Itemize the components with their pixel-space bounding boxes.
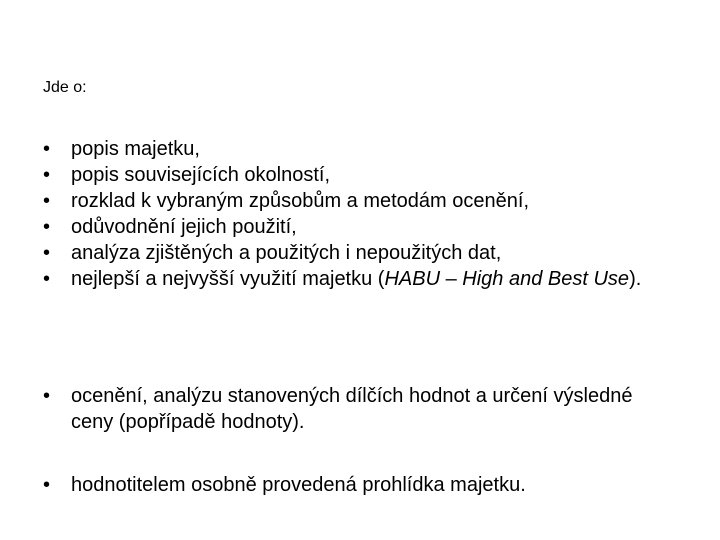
bullet-list-main	[43, 136, 671, 292]
list-item-text: analýza zjištěných a použitých i nepoužitých dat,	[71, 242, 502, 264]
bullet-icon: •	[43, 164, 51, 186]
list-item	[43, 266, 671, 292]
bullet-icon: •	[43, 474, 51, 496]
bullet-icon: •	[43, 138, 51, 160]
bullet-icon: •	[43, 216, 51, 238]
habu-prefix: nejlepší a nejvyšší využití majetku (	[71, 268, 385, 290]
list-item-text-habu	[71, 266, 671, 292]
bullet-list-valuation	[43, 383, 671, 435]
list-item-text: odůvodnění jejich použití,	[71, 216, 297, 238]
list-item-text: popis majetku,	[71, 138, 200, 160]
list-item	[43, 136, 671, 162]
list-item	[43, 383, 671, 435]
list-item	[43, 240, 671, 266]
list-item-text: hodnotitelem osobně provedená prohlídka majetku.	[71, 474, 526, 496]
list-item	[43, 214, 671, 240]
list-item	[43, 472, 671, 498]
bullet-icon: •	[43, 190, 51, 212]
habu-dash: –	[440, 268, 463, 290]
bullet-icon: •	[43, 385, 51, 407]
bullet-icon: •	[43, 242, 51, 264]
habu-suffix: ).	[629, 268, 642, 290]
bullet-icon: •	[43, 268, 51, 290]
list-item-text: rozklad k vybraným způsobům a metodám ocenění,	[71, 190, 529, 212]
list-item	[43, 188, 671, 214]
list-item-text: ocenění, analýzu stanovených dílčích hodnot a určení výsledné ceny (popřípadě hodnoty).	[71, 385, 633, 433]
habu-full-name: High and Best Use	[462, 268, 630, 290]
list-item-text: popis souvisejících okolností,	[71, 164, 331, 186]
list-item	[43, 162, 671, 188]
heading: Jde o:	[43, 79, 87, 96]
bullet-list-inspection	[43, 472, 671, 498]
habu-abbreviation: HABU	[384, 268, 441, 290]
